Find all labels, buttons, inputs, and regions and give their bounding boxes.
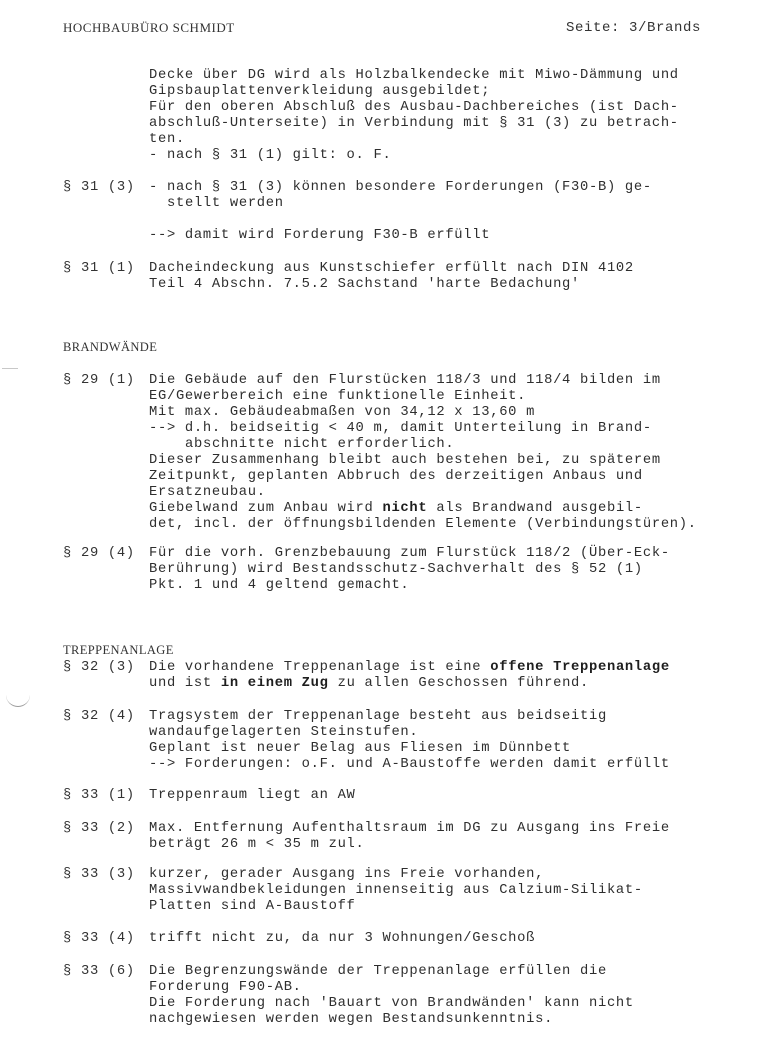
section-29-4 (63, 546, 753, 594)
paragraph-ref: § 33 (1) (63, 788, 135, 803)
section-33-6 (63, 964, 753, 1028)
text-line: Dacheindeckung aus Kunstschiefer erfüllt nach DIN 4102 (149, 261, 634, 276)
text-line: Die Begrenzungswände der Treppenanlage erfüllen die (149, 964, 607, 979)
section-29-1 (63, 373, 753, 533)
text-line: wandaufgelagerten Steinstufen. (149, 725, 419, 740)
text-line: ten. (149, 132, 185, 147)
text-line: stellt werden (167, 196, 284, 211)
section-32-3 (63, 660, 753, 692)
section-33-3 (63, 867, 753, 915)
text-line: --> d.h. beidseitig < 40 m, damit Unterteilung in Brand- (149, 421, 652, 436)
text-fragment: Die vorhandene Treppenanlage ist eine (149, 660, 491, 675)
text-line: Dieser Zusammenhang bleibt auch bestehen bei, zu späterem (149, 453, 661, 468)
text-line: Treppenraum liegt an AW (149, 788, 356, 803)
text-line: Max. Entfernung Aufenthaltsraum im DG zu Ausgang ins Freie (149, 821, 670, 836)
section-heading-brandwaende: BRANDWÄNDE (63, 340, 158, 354)
text-line: trifft nicht zu, da nur 3 Wohnungen/Geschoß (149, 931, 536, 946)
text-line: Forderung F90-AB. (149, 980, 302, 995)
paragraph-ref: § 29 (1) (63, 373, 135, 388)
scan-mark (6, 692, 30, 707)
text-line: EG/Gewerbereich eine funktionelle Einheit. (149, 389, 527, 404)
text-line: Mit max. Gebäudeabmaßen von 34,12 x 13,60 m (149, 405, 536, 420)
text-line: Geplant ist neuer Belag aus Fliesen im Dünnbett (149, 741, 572, 756)
emphasis-text: nicht (382, 501, 428, 516)
paragraph-ref: § 33 (4) (63, 931, 135, 946)
text-line: kurzer, gerader Ausgang ins Freie vorhanden, (149, 867, 545, 882)
page-number: Seite: 3/Brands (566, 20, 702, 36)
text-line: Massivwandbekleidungen innenseitig aus Calzium-Silikat- (149, 883, 643, 898)
text-line (149, 501, 753, 517)
text-line: Die Forderung nach 'Bauart von Brandwänden' kann nicht (149, 996, 634, 1011)
text-line: Ersatzneubau. (149, 485, 266, 500)
emphasis-text: offene Treppenanlage (490, 660, 670, 675)
paragraph-ref: § 33 (2) (63, 821, 135, 836)
letterhead: HOCHBAUBÜRO SCHMIDT (63, 20, 235, 35)
text-fragment: und ist (149, 676, 221, 691)
section-33-1 (63, 788, 753, 804)
text-line: --> Forderungen: o.F. und A-Baustoffe werden damit erfüllt (149, 757, 670, 772)
text-line: Tragsystem der Treppenanlage besteht aus beidseitig (149, 709, 607, 724)
section-33-2 (63, 821, 753, 853)
text-fragment: zu allen Geschossen führend. (328, 676, 590, 691)
text-fragment: Giebelwand zum Anbau wird (149, 501, 383, 516)
ceiling-paragraph (63, 68, 753, 164)
text-line: Die Gebäude auf den Flurstücken 118/3 und 118/4 bilden im (149, 373, 661, 388)
text-line: abschluß-Unterseite) in Verbindung mit § 31 (3) zu betrach- (149, 116, 679, 131)
text-line: Für den oberen Abschluß des Ausbau-Dachbereiches (ist Dach- (149, 100, 679, 115)
text-line: - nach § 31 (1) gilt: o. F. (149, 148, 392, 163)
paragraph-ref: § 33 (6) (63, 964, 135, 979)
text-line: nachgewiesen werden wegen Bestandsunkenntnis. (149, 1012, 554, 1027)
text-line: --> damit wird Forderung F30-B erfüllt (149, 228, 491, 243)
paragraph-ref: § 31 (3) (63, 180, 135, 195)
text-line: beträgt 26 m < 35 m zul. (149, 837, 365, 852)
text-line: Berührung) wird Bestandsschutz-Sachverhalt des § 52 (1) (149, 562, 643, 577)
text-line: Zeitpunkt, geplanten Abbruch des derzeitigen Anbaus und (149, 469, 643, 484)
paragraph-ref: § 32 (3) (63, 660, 135, 675)
text-line: abschnitte nicht erforderlich. (185, 437, 455, 452)
section-33-4 (63, 931, 753, 947)
text-line: Decke über DG wird als Holzbalkendecke mit Miwo-Dämmung und (149, 68, 679, 83)
text-line: - nach § 31 (3) können besondere Forderungen (F30-B) ge- (149, 180, 652, 195)
scan-mark (2, 368, 18, 369)
section-31-3 (63, 180, 753, 244)
text-line: Gipsbauplattenverkleidung ausgebildet; (149, 84, 491, 99)
text-line: det, incl. der öffnungsbildenden Elemente (Verbindungstüren). (149, 517, 697, 532)
text-line: Teil 4 Abschn. 7.5.2 Sachstand 'harte Bedachung' (149, 277, 581, 292)
paragraph-ref: § 32 (4) (63, 709, 135, 724)
section-heading-treppenanlage: TREPPENANLAGE (63, 643, 174, 657)
text-line (149, 676, 753, 692)
text-line (149, 660, 753, 676)
text-line: Platten sind A-Baustoff (149, 899, 356, 914)
paragraph-ref: § 29 (4) (63, 546, 135, 561)
emphasis-text: in einem Zug (220, 676, 329, 691)
section-32-4 (63, 709, 753, 773)
text-fragment: als Brandwand ausgebil- (427, 501, 643, 516)
section-31-1 (63, 261, 753, 293)
text-line: Pkt. 1 und 4 geltend gemacht. (149, 578, 410, 593)
text-line: Für die vorh. Grenzbebauung zum Flurstück 118/2 (Über-Eck- (149, 546, 670, 561)
paragraph-ref: § 31 (1) (63, 261, 135, 276)
paragraph-ref: § 33 (3) (63, 867, 135, 882)
